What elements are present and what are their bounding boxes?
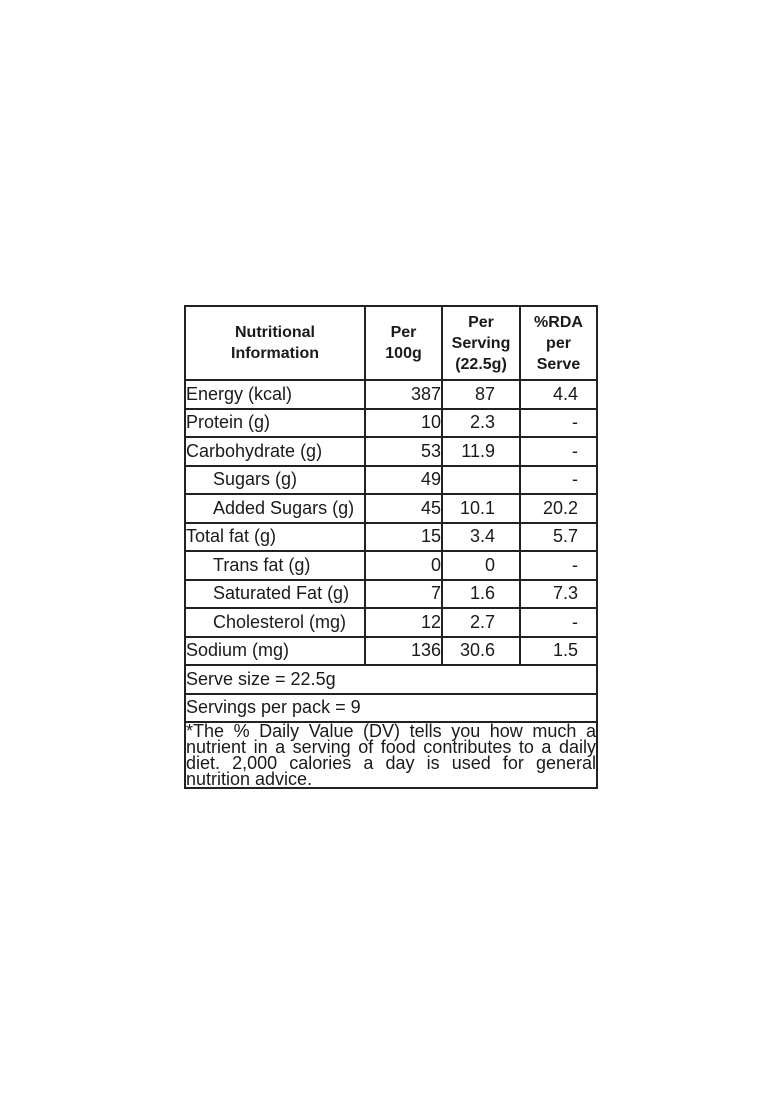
per-serving-value: 2.7 [442, 608, 520, 637]
row-label: Energy (kcal) [185, 380, 365, 409]
daily-value-footnote: *The % Daily Value (DV) tells you how much a nutrient in a serving of food contributes to a daily diet. 2,000 calories a day is used for general nutrition advice. [186, 721, 596, 789]
table-row [185, 437, 597, 466]
header-per-100g: Per 100g [365, 306, 442, 380]
row-label: Protein (g) [185, 409, 365, 438]
servings-per-pack-row [185, 694, 597, 723]
per-100g-value: 49 [365, 466, 442, 495]
serve-size: Serve size = 22.5g [185, 665, 597, 694]
header-rda-per-serve: %RDA per Serve [520, 306, 597, 380]
row-label: Added Sugars (g) [185, 494, 365, 523]
row-label: Sodium (mg) [185, 637, 365, 666]
table-row [185, 494, 597, 523]
row-label: Trans fat (g) [185, 551, 365, 580]
per-100g-value: 45 [365, 494, 442, 523]
serve-size-row [185, 665, 597, 694]
row-label: Saturated Fat (g) [185, 580, 365, 609]
per-100g-value: 15 [365, 523, 442, 552]
nutrition-table [184, 305, 598, 789]
rda-value: 1.5 [520, 637, 597, 666]
table-row [185, 551, 597, 580]
per-100g-value: 136 [365, 637, 442, 666]
per-100g-value: 12 [365, 608, 442, 637]
per-serving-value: 11.9 [442, 437, 520, 466]
per-serving-value: 87 [442, 380, 520, 409]
rda-value: - [520, 551, 597, 580]
rda-value: 7.3 [520, 580, 597, 609]
per-100g-value: 7 [365, 580, 442, 609]
rda-value: - [520, 466, 597, 495]
rda-value: - [520, 608, 597, 637]
rda-value: - [520, 437, 597, 466]
rda-value: - [520, 409, 597, 438]
per-serving-value: 3.4 [442, 523, 520, 552]
table-row [185, 523, 597, 552]
per-serving-value: 0 [442, 551, 520, 580]
header-per-serving: Per Serving (22.5g) [442, 306, 520, 380]
row-label: Sugars (g) [185, 466, 365, 495]
per-100g-value: 10 [365, 409, 442, 438]
nutrition-facts-panel [184, 305, 596, 789]
rda-value: 4.4 [520, 380, 597, 409]
per-100g-value: 387 [365, 380, 442, 409]
row-label: Total fat (g) [185, 523, 365, 552]
servings-per-pack: Servings per pack = 9 [185, 694, 597, 723]
header-nutritional-information: Nutritional Information [185, 306, 365, 380]
rda-value: 5.7 [520, 523, 597, 552]
table-row [185, 580, 597, 609]
table-row [185, 380, 597, 409]
table-row [185, 409, 597, 438]
per-100g-value: 0 [365, 551, 442, 580]
per-serving-value [442, 466, 520, 495]
table-row [185, 637, 597, 666]
table-row [185, 608, 597, 637]
per-serving-value: 1.6 [442, 580, 520, 609]
per-serving-value: 30.6 [442, 637, 520, 666]
per-100g-value: 53 [365, 437, 442, 466]
rda-value: 20.2 [520, 494, 597, 523]
per-serving-value: 10.1 [442, 494, 520, 523]
table-row [185, 466, 597, 495]
per-serving-value: 2.3 [442, 409, 520, 438]
row-label: Carbohydrate (g) [185, 437, 365, 466]
header-row [185, 306, 597, 380]
row-label: Cholesterol (mg) [185, 608, 365, 637]
footnote-row [185, 722, 597, 788]
